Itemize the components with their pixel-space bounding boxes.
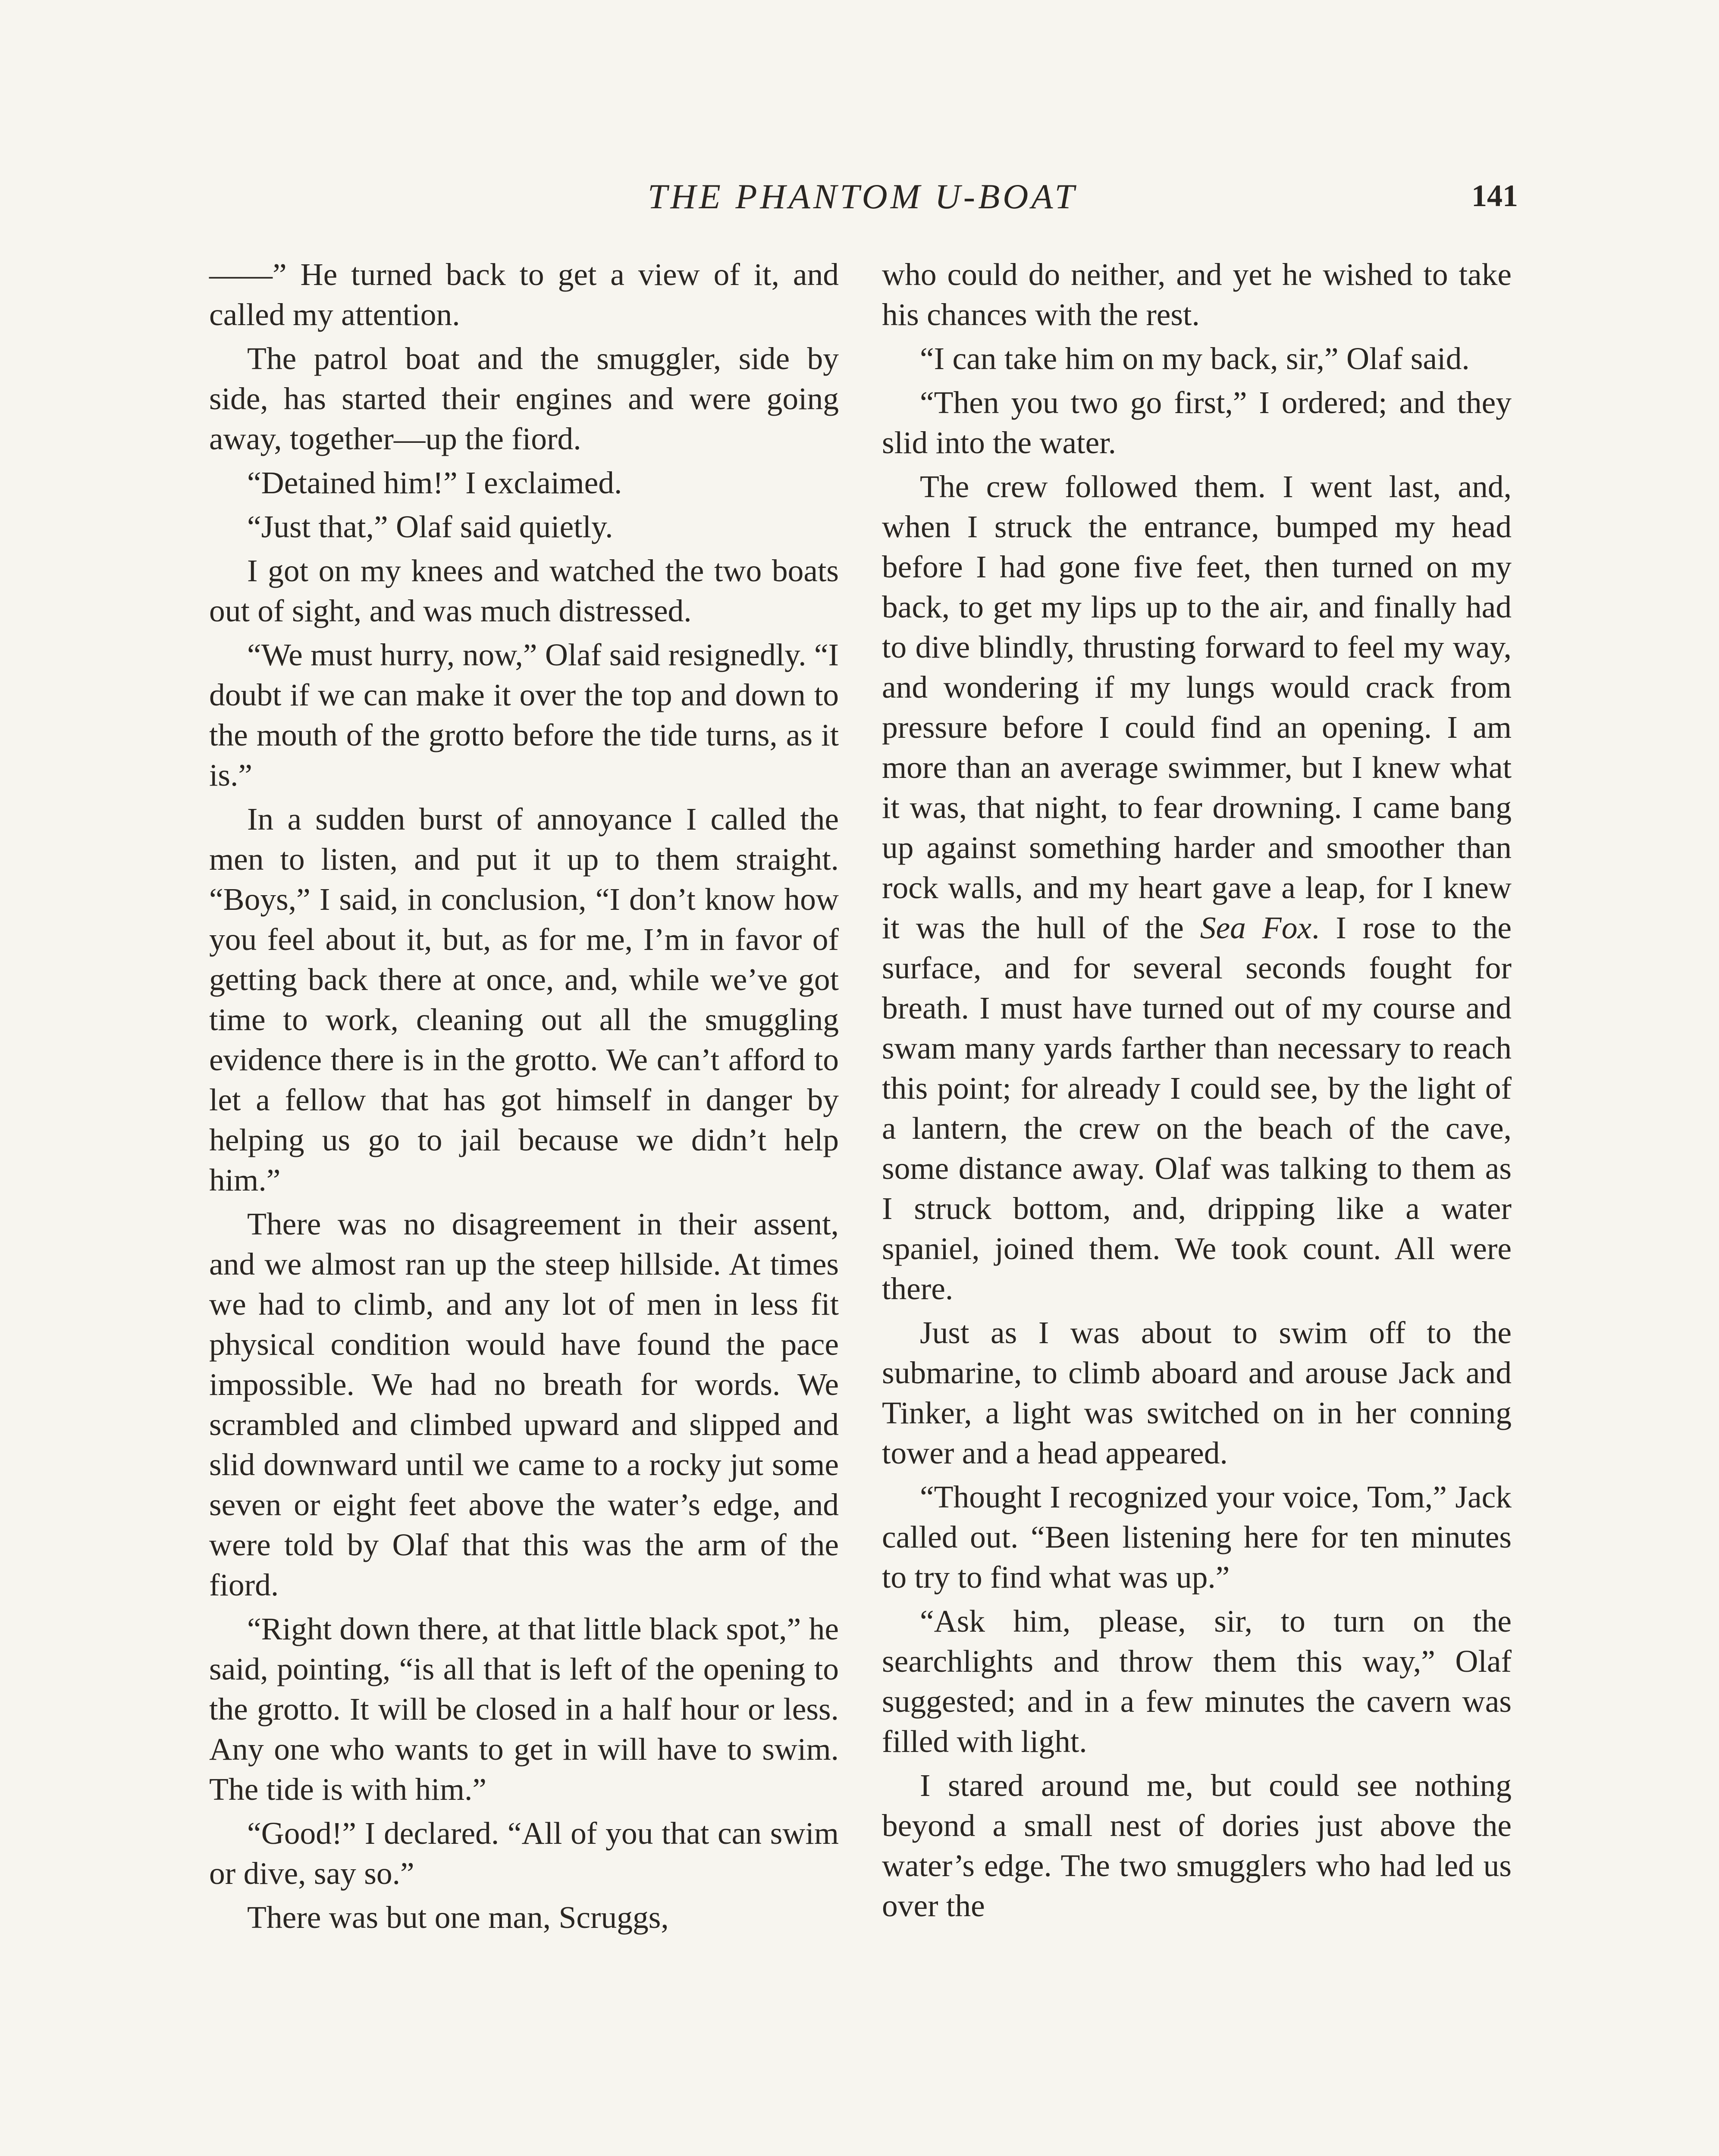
paragraph: The patrol boat and the smuggler, side by side, has started their engines and were going away, together—up the fiord. xyxy=(209,341,839,456)
ship-name: Sea Fox xyxy=(1200,910,1312,945)
paragraph: who could do neither, and yet he wished to take his chances with the rest. xyxy=(882,257,1512,332)
paragraph: ——” He turned back to get a view of it, and called my attention. xyxy=(209,257,839,332)
paragraph: “We must hurry, now,” Olaf said resignedly. “I doubt if we can make it over the top and down to the mouth of the grotto before the tide turns, as it is.” xyxy=(209,637,839,793)
right-column xyxy=(882,254,1512,1930)
running-head xyxy=(207,170,1518,222)
paragraph: Just as I was about to swim off to the submarine, to climb aboard and arouse Jack and Tinker, a light was switched on in her conning tower and a head appeared. xyxy=(882,1315,1512,1470)
paragraph: “Right down there, at that little black spot,” he said, pointing, “is all that is left of the opening to the grotto. It will be closed in a half hour or less. Any one who wants to get in will have to swim. The tide is with him.” xyxy=(209,1611,839,1807)
left-column xyxy=(209,254,839,1941)
paragraph: There was but one man, Scruggs, xyxy=(247,1900,669,1935)
page-number: 141 xyxy=(1471,179,1518,213)
paragraph: “Good!” I declared. “All of you that can swim or dive, say so.” xyxy=(209,1816,839,1891)
paragraph: “Thought I recognized your voice, Tom,” Jack called out. “Been listening here for ten minutes to try to find what was up.” xyxy=(882,1479,1512,1595)
paragraph: I stared around me, but could see nothing beyond a small nest of dories just above the water’s edge. The two smugglers who had led us over the xyxy=(882,1768,1512,1923)
paragraph: “Ask him, please, sir, to turn on the searchlights and throw them this way,” Olaf suggested; and in a few minutes the cavern was filled with light. xyxy=(882,1604,1512,1759)
paragraph: There was no disagreement in their assent, and we almost ran up the steep hillside. At times we had to climb, and any lot of men in less fit physical condition would have found the pace impossible. We had no breath for words. We scrambled and climbed upward and slipped and slid downward until we came to a rocky jut some seven or eight feet above the water’s edge, and were told by Olaf that this was the arm of the fiord. xyxy=(209,1206,839,1602)
paragraph: The crew followed them. I went last, and, when I struck the entrance, bumped my head before I had gone five feet, then turned on my back, to get my lips up to the air, and finally had to dive blindly, thrusting forward to feel my way, and wondering if my lungs would crack from pressure before I could find an opening. I am more than an average swimmer, but I knew what it was, that night, to fear drowning. I came bang up against something harder and smoother than rock walls, and my heart gave a leap, for I knew it was the hull of the Sea Fox. I rose to the surface, and for several seconds fought for breath. I must have turned out of my course and swam many yards farther than necessary to reach this point; for already I could see, by the light of a lantern, the crew on the beach of the cave, some distance away. Olaf was talking to them as I struck bottom, and, dripping like a water spaniel, joined them. We took count. All were there. xyxy=(882,469,1512,1306)
running-title: THE PHANTOM U-BOAT xyxy=(647,177,1078,216)
paragraph: “I can take him on my back, sir,” Olaf said. xyxy=(920,341,1470,376)
paragraph: I got on my knees and watched the two boats out of sight, and was much distressed. xyxy=(209,553,839,628)
paragraph: “Just that,” Olaf said quietly. xyxy=(247,509,613,544)
paragraph: “Then you two go first,” I ordered; and they slid into the water. xyxy=(882,385,1512,460)
paragraph: “Detained him!” I exclaimed. xyxy=(247,465,622,500)
paragraph: In a sudden burst of annoyance I called the men to listen, and put it up to them straight. “Boys,” I said, in conclusion, “I don’t know how you feel about it, but, as for me, I’m in favor of getting back there at once, and, while we’ve got time to work, cleaning out all the smuggling evidence there is in the grotto. We can’t afford to let a fellow that has got himself in danger by helping us go to jail because we didn’t help him.” xyxy=(209,802,839,1197)
